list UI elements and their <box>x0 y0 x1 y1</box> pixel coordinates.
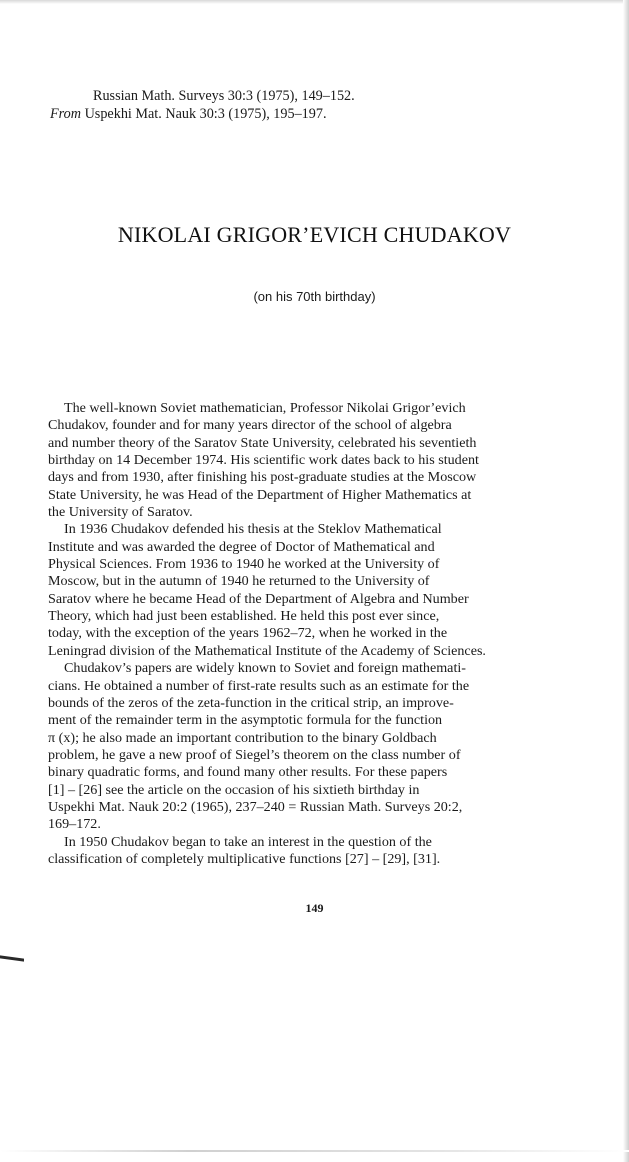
page-number: 149 <box>305 901 324 915</box>
body-line: and number theory of the Saratov State University, celebrated his seventieth <box>48 434 477 451</box>
body-line: classification of completely multiplicative functions [27] – [29], [31]. <box>48 850 441 867</box>
article-body <box>48 400 588 868</box>
body-line: the University of Saratov. <box>48 504 193 521</box>
body-line: ment of the remainder term in the asymptotic formula for the function <box>48 712 443 729</box>
body-line: Chudakov, founder and for many years director of the school of algebra <box>48 417 452 434</box>
body-line: birthday on 14 December 1974. His scientific work dates back to his student <box>48 452 479 469</box>
scan-artifact-mark <box>0 955 24 961</box>
body-line: In 1936 Chudakov defended his thesis at the Steklov Mathematical <box>64 521 442 538</box>
body-line: Institute and was awarded the degree of Doctor of Mathematical and <box>48 538 435 555</box>
citation-source: Uspekhi Mat. Nauk 30:3 (1975), 195–197. <box>81 105 327 122</box>
body-line: The well-known Soviet mathematician, Professor Nikolai Grigor’evich <box>64 400 466 416</box>
citation-from-label: From <box>50 105 82 122</box>
body-line: binary quadratic forms, and found many other results. For these papers <box>48 764 448 781</box>
body-line: Chudakov’s papers are widely known to Soviet and foreign mathemati- <box>64 660 466 677</box>
body-line: today, with the exception of the years 1962–72, when he worked in the <box>48 625 448 642</box>
body-line: Physical Sciences. From 1936 to 1940 he worked at the University of <box>48 556 440 573</box>
body-line: cians. He obtained a number of first-rate results such as an estimate for the <box>48 677 470 694</box>
body-line: Leningrad division of the Mathematical Institute of the Academy of Sciences. <box>48 642 486 659</box>
article-title: NIKOLAI GRIGOR’EVICH CHUDAKOV <box>117 222 512 247</box>
body-line: days and from 1930, after finishing his post-graduate studies at the Moscow <box>48 469 477 486</box>
citation-line-english: Russian Math. Surveys 30:3 (1975), 149–152. <box>93 88 355 104</box>
body-line: In 1950 Chudakov began to take an interest in the question of the <box>64 833 432 850</box>
body-line: problem, he gave a new proof of Siegel’s theorem on the class number of <box>48 746 461 763</box>
body-line: bounds of the zeros of the zeta-function in the critical strip, an improve- <box>48 694 454 711</box>
body-line: π (x); he also made an important contribution to the binary Goldbach <box>48 729 437 746</box>
body-line: Uspekhi Mat. Nauk 20:2 (1965), 237–240 = Russian Math. Surveys 20:2, <box>48 798 463 815</box>
scan-artifact-line <box>0 1150 629 1152</box>
body-line: State University, he was Head of the Department of Higher Mathematics at <box>48 486 472 503</box>
body-line: [1] – [26] see the article on the occasion of his sixtieth birthday in <box>48 781 420 798</box>
page-edge-shadow-right <box>623 0 629 1162</box>
citation-line-original <box>50 106 355 124</box>
article-subtitle: (on his 70th birthday) <box>253 289 376 304</box>
journal-citation <box>50 88 355 123</box>
page-edge-shadow-top <box>0 0 629 4</box>
body-line: 169–172. <box>48 816 101 833</box>
body-line: Saratov where he became Head of the Department of Algebra and Number <box>48 590 469 607</box>
body-line: Theory, which had just been established. He held this post ever since, <box>48 608 440 625</box>
body-line: Moscow, but in the autumn of 1940 he returned to the University of <box>48 573 430 590</box>
